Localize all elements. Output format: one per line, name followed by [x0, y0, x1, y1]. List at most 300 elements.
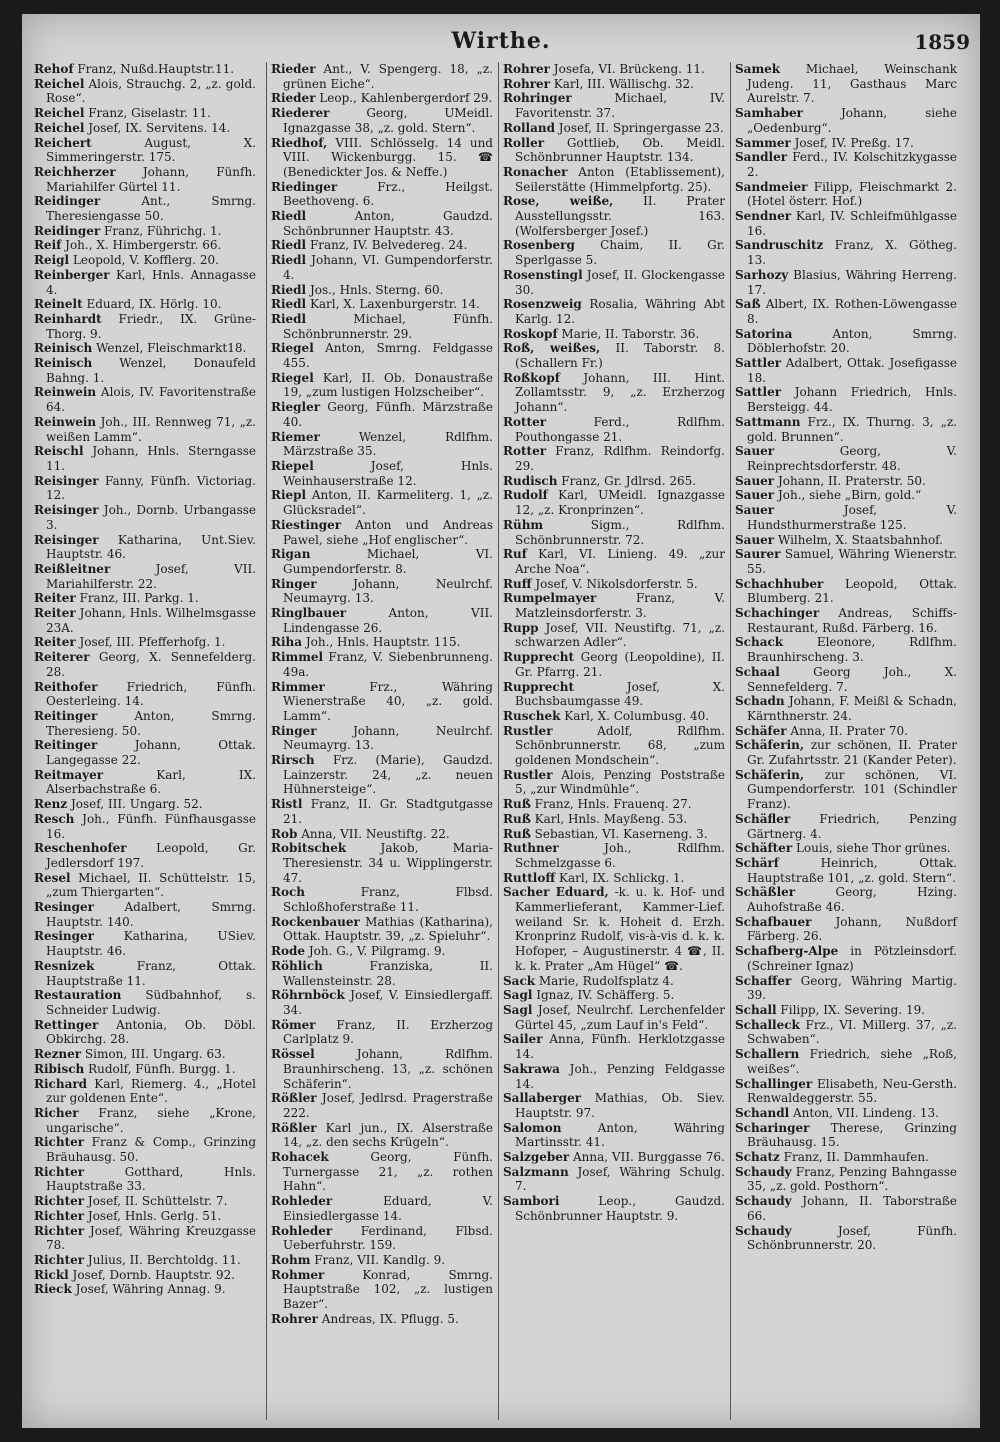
directory-entry — [503, 812, 725, 827]
directory-entry — [34, 503, 256, 532]
entry-name: Rößler — [271, 1120, 317, 1135]
directory-entry — [271, 1091, 493, 1120]
entry-details: Filipp, Fleischmarkt 2. (Hotel österr. Hof.) — [747, 179, 957, 209]
entry-name: Rohleder — [271, 1223, 333, 1238]
entry-details: Karl, Riemerg. 4., „Hotel zur goldenen Ente“. — [46, 1076, 256, 1106]
entry-name: Roller — [503, 135, 545, 150]
entry-details: Frz., VI. Millerg. 37, „z. Schwaben“. — [747, 1017, 957, 1047]
entry-name: Rehof — [34, 62, 74, 76]
directory-entry — [34, 1018, 256, 1047]
directory-page — [22, 14, 980, 1428]
entry-name: Reichel — [34, 106, 85, 121]
entry-details: II. Prater Ausstellungsstr. 163. (Wolfersberger Josef.) — [515, 194, 725, 238]
entry-details: Johann, II. Praterstr. 50. — [774, 473, 926, 488]
directory-entry — [735, 385, 957, 414]
entry-name: Schandl — [735, 1105, 790, 1120]
directory-entry — [271, 680, 493, 724]
entry-name: Röhlich — [271, 958, 323, 973]
entry-name: Riedinger — [271, 179, 338, 194]
entry-details: Eduard, IX. Hörlg. 10. — [82, 297, 222, 312]
entry-details: Antonia, Ob. Döbl. Obkirchg. 28. — [46, 1017, 256, 1047]
entry-name: Reichert — [34, 135, 92, 150]
directory-entry — [271, 312, 493, 341]
entry-details: Ferdinand, Flbsd. Ueberfuhrstr. 159. — [283, 1223, 493, 1253]
directory-entry — [503, 327, 725, 342]
entry-details: Johann, siehe „Oedenburg“. — [747, 106, 957, 135]
entry-name: Ruschek — [503, 708, 561, 723]
directory-entry — [271, 827, 493, 842]
entry-details: Karl, IV. Schleifmühlgasse 16. — [747, 209, 957, 238]
entry-details: Joh. G., V. Pilgramg. 9. — [305, 944, 446, 959]
entry-name: Reisinger — [34, 473, 99, 488]
entry-name: Rose, weiße, — [503, 194, 614, 209]
directory-entry — [503, 591, 725, 620]
directory-entry — [34, 1268, 256, 1283]
directory-entry — [34, 415, 256, 444]
entry-name: Rigan — [271, 547, 311, 562]
directory-entry — [271, 371, 493, 400]
entry-name: Resel — [34, 870, 71, 885]
entry-details: VIII. Schlösselg. 14 und VIII. Wickenburgg. 15. ☎ (Benedickter Jos. & Neffe.) — [283, 135, 493, 179]
entry-details: Ignaz, IV. Schäfferg. 5. — [532, 988, 675, 1003]
entry-details: Franz, Giselastr. 11. — [84, 106, 211, 121]
entry-details: Karl, IX. Alserbachstraße 6. — [46, 767, 256, 797]
entry-details: Michael, IV. Favoritenstr. 37. — [515, 91, 725, 121]
entry-name: Schack — [735, 635, 784, 650]
directory-entry — [271, 136, 493, 180]
page-header — [22, 14, 980, 60]
entry-name: Roskopf — [503, 326, 558, 341]
directory-entry — [503, 988, 725, 1003]
entry-name: Ruß — [503, 811, 531, 826]
entry-name: Rotter — [503, 444, 547, 459]
entry-details: Friedrich, Penzing Gärtnerg. 4. — [747, 811, 957, 841]
entry-details: Adalbert, Smrng. Hauptstr. 140. — [46, 900, 256, 929]
directory-entry — [271, 238, 493, 253]
entry-name: Sauer — [735, 488, 775, 503]
entry-name: Schalleck — [735, 1017, 800, 1032]
directory-entry — [271, 518, 493, 547]
entry-name: Sandruschitz — [735, 238, 824, 253]
entry-details: Michael, II. Schüttelstr. 15, „zum Thiergarten“. — [46, 870, 256, 900]
directory-entry — [34, 900, 256, 929]
directory-entry — [34, 297, 256, 312]
entry-name: Riederer — [271, 106, 330, 121]
entry-details: Sebastian, VI. Kaserneng. 3. — [530, 826, 708, 841]
directory-entry — [735, 577, 957, 606]
directory-entry — [271, 459, 493, 488]
entry-name: Riedl — [271, 311, 307, 326]
directory-entry — [271, 547, 493, 576]
entry-details: Katharina, Unt.Siev. Hauptstr. 46. — [46, 532, 256, 562]
entry-details: Ferd., Rdlfhm. Pouthongasse 21. — [515, 414, 725, 444]
entry-details: Michael, Weinschank Judeng. 11, Gasthaus Marc Aurelstr. 7. — [747, 62, 957, 106]
entry-name: Resnizek — [34, 958, 95, 973]
directory-entry — [503, 121, 725, 136]
entry-details: Georg, Währing Martig. 39. — [747, 973, 957, 1003]
directory-entry — [735, 488, 957, 503]
entry-name: Sakrawa — [503, 1061, 560, 1076]
directory-entry — [34, 165, 256, 194]
entry-details: Johann, Fünfh. Mariahilfer Gürtel 11. — [46, 164, 256, 194]
entry-name: Rieck — [34, 1282, 72, 1297]
entry-details: Karl, Hnls. Mayßeng. 53. — [530, 811, 688, 826]
entry-name: Rezner — [34, 1047, 82, 1062]
entry-details: Leop., Gaudzd. Schönbrunner Hauptstr. 9. — [515, 1194, 725, 1223]
entry-details: Josef, II. Springergasse 23. — [554, 120, 724, 135]
entry-details: Johann, Hnls. Wilhelmsgasse 23A. — [46, 606, 256, 635]
directory-entry — [271, 650, 493, 679]
entry-name: Scharinger — [735, 1120, 810, 1135]
directory-entry — [34, 841, 256, 870]
entry-details: Anton, VII. Lindeng. 13. — [789, 1105, 939, 1120]
directory-entry — [34, 62, 256, 77]
entry-name: Reitmayer — [34, 767, 104, 782]
entry-name: Reif — [34, 238, 62, 253]
entry-details: Jakob, Maria-Theresienstr. 34 u. Wipplingerstr. 47. — [283, 841, 493, 885]
entry-name: Rupprecht — [503, 650, 575, 665]
entry-details: II. Taborstr. 8. (Schallern Fr.) — [515, 341, 725, 371]
entry-details: Johann Friedrich, Hnls. Bersteigg. 44. — [747, 385, 957, 415]
entry-name: Ringlbauer — [271, 606, 347, 621]
entry-name: Rosenstingl — [503, 267, 583, 282]
entry-details: Wenzel, Donaufeld Bahng. 1. — [46, 356, 256, 385]
entry-name: Ringer — [271, 576, 317, 591]
directory-entry — [735, 1003, 957, 1018]
directory-entry — [735, 1224, 957, 1253]
entry-name: Schaal — [735, 664, 780, 679]
entry-name: Sammer — [735, 135, 791, 150]
entry-name: Rimmer — [271, 679, 325, 694]
directory-entry — [271, 283, 493, 298]
entry-details: Chaim, II. Gr. Sperlgasse 5. — [515, 238, 725, 268]
entry-name: Schatz — [735, 1150, 780, 1165]
directory-entry — [271, 1047, 493, 1091]
directory-entry — [735, 812, 957, 841]
directory-entry — [503, 885, 725, 973]
directory-entry — [735, 974, 957, 1003]
entry-details: zur schönen, VI. Gumpendorferstr. 101 (Schindler Franz). — [747, 767, 957, 812]
entry-details: Frz., IX. Thurng. 3, „z. gold. Brunnen“. — [747, 414, 957, 444]
entry-details: Frz. (Marie), Gaudzd. Lainzerstr. 24, „z. neuen Hühnersteige“. — [283, 753, 493, 797]
entry-details: Josef, V. Nikolsdorferstr. 5. — [531, 576, 698, 591]
entry-name: Sendner — [735, 209, 792, 224]
directory-entry — [271, 635, 493, 650]
entry-details: Johann, Neulrchf. Neumayrg. 13. — [283, 723, 493, 753]
directory-entry — [271, 400, 493, 429]
entry-details: Franz, Nußd.Hauptstr.11. — [73, 62, 235, 76]
entry-name: Richer — [34, 1105, 79, 1120]
entry-name: Rotter — [503, 414, 547, 429]
entry-details: Franz, Hnls. Frauenq. 27. — [530, 797, 692, 812]
entry-name: Rohrer — [271, 1311, 318, 1326]
entry-name: Riepl — [271, 488, 307, 503]
entry-name: Rössel — [271, 1047, 315, 1062]
entry-details: Andreas, IX. Pflugg. 5. — [317, 1311, 459, 1326]
entry-details: Josef, Jedlrsd. Pragerstraße 222. — [283, 1091, 493, 1120]
entry-details: Katharina, USiev. Hauptstr. 46. — [46, 929, 256, 959]
entry-name: Schachhuber — [735, 576, 824, 591]
directory-entry — [271, 1253, 493, 1268]
entry-details: Marie, Rudolfsplatz 4. — [535, 973, 674, 988]
entry-name: Reinwein — [34, 414, 97, 429]
directory-entry — [34, 341, 256, 356]
entry-name: Reisinger — [34, 532, 99, 547]
entry-name: Riedl — [271, 209, 307, 224]
entry-name: Rupprecht — [503, 679, 575, 694]
directory-entry — [735, 356, 957, 385]
entry-name: Riegler — [271, 400, 321, 415]
directory-entry — [34, 562, 256, 591]
entry-details: Josef, II. Glockengasse 30. — [515, 267, 725, 297]
entry-name: Richter — [34, 1194, 85, 1209]
entry-name: Rosenzweig — [503, 297, 582, 312]
entry-name: Ruthner — [503, 841, 559, 856]
entry-name: Schaudy — [735, 1194, 792, 1209]
directory-entry — [271, 1150, 493, 1194]
directory-entry — [735, 547, 957, 576]
entry-name: Schaudy — [735, 1223, 792, 1238]
entry-details: Franz, Flbsd. Schloßhoferstraße 11. — [283, 885, 493, 915]
entry-name: Schärf — [735, 855, 779, 870]
directory-entry — [271, 253, 493, 282]
directory-entry — [34, 1106, 256, 1135]
entry-details: Anton, II. Karmeliterg. 1, „z. Glücksradel“. — [283, 488, 493, 518]
entry-details: August, X. Simmeringerstr. 175. — [46, 135, 256, 165]
directory-entry — [503, 841, 725, 870]
entry-name: Salzmann — [503, 1164, 569, 1179]
entry-name: Renz — [34, 797, 68, 812]
entry-details: Karl, X. Laxenburgerstr. 14. — [306, 297, 480, 312]
entry-details: Alois, Strauchg. 2, „z. gold. Rose“. — [46, 76, 256, 106]
directory-entry — [735, 444, 957, 473]
entry-name: Restauration — [34, 988, 122, 1003]
directory-entry — [735, 768, 957, 812]
entry-name: Resinger — [34, 900, 94, 915]
entry-details: Gottlieb, Ob. Meidl. Schönbrunner Hauptstr. 134. — [515, 135, 725, 165]
directory-entry — [503, 650, 725, 679]
directory-entry — [34, 1062, 256, 1077]
directory-entry — [735, 841, 957, 856]
column-4 — [730, 62, 957, 1420]
directory-entry — [735, 297, 957, 326]
entry-name: Ruttloff — [503, 870, 556, 885]
directory-entry — [34, 253, 256, 268]
directory-entry — [735, 1106, 957, 1121]
entry-details: Franz, V. Matzleinsdorferstr. 3. — [515, 591, 725, 621]
directory-entry — [503, 518, 725, 547]
entry-details: Joh., Penzing Feldgasse 14. — [515, 1061, 725, 1091]
entry-name: Reinhardt — [34, 311, 102, 326]
entry-details: Wenzel, Fleischmarkt18. — [92, 341, 247, 356]
directory-entry — [735, 150, 957, 179]
directory-entry — [34, 224, 256, 239]
directory-entry — [735, 474, 957, 489]
directory-entry — [735, 635, 957, 664]
entry-details: Anton, Smrng. Feldgasse 455. — [283, 341, 493, 371]
entry-details: Joh., Dornb. Urbangasse 3. — [46, 503, 256, 532]
entry-name: Rupp — [503, 620, 539, 635]
entry-name: Schäfer — [735, 723, 787, 738]
directory-entry — [503, 136, 725, 165]
entry-name: Rudisch — [503, 473, 558, 488]
entry-details: Eleonore, Rdlfhm. Braunhirscheng. 3. — [747, 635, 957, 665]
entry-name: Römer — [271, 1017, 316, 1032]
entry-name: Sauer — [735, 532, 775, 547]
entry-name: Ronacher — [503, 164, 568, 179]
entry-details: Josef, V. Hundsthurmerstraße 125. — [747, 503, 957, 532]
entry-details: Johann, Hnls. Sterngasse 11. — [46, 444, 256, 473]
entry-details: Franz, II. Gr. Stadtgutgasse 21. — [283, 797, 493, 826]
entry-name: Rohm — [271, 1252, 311, 1267]
column-3 — [498, 62, 725, 1420]
directory-entry — [271, 209, 493, 238]
entry-details: Georg (Leopoldine), II. Gr. Pfarrg. 21. — [515, 650, 725, 679]
directory-entry — [503, 680, 725, 709]
entry-name: Reischl — [34, 444, 84, 459]
entry-details: Anna, II. Prater 70. — [786, 723, 908, 738]
directory-entry — [271, 106, 493, 135]
entry-name: Schäfler — [735, 811, 791, 826]
entry-name: Schäferin, — [735, 767, 805, 782]
directory-entry — [503, 297, 725, 326]
entry-details: Karl jun., IX. Alserstraße 14, „z. den sechs Krügeln“. — [283, 1120, 493, 1150]
directory-entry — [34, 106, 256, 121]
directory-entry — [503, 341, 725, 370]
entry-details: Joh., III. Rennweg 71, „z. weißen Lamm“. — [46, 414, 256, 444]
entry-details: Johann, Ottak. Langegasse 22. — [46, 738, 256, 768]
directory-entry — [34, 356, 256, 385]
entry-details: Filipp, IX. Severing. 19. — [776, 1003, 926, 1017]
directory-entry — [735, 1150, 957, 1165]
entry-name: Reiter — [34, 606, 76, 621]
entry-details: Sigm., Rdlfhm. Schönbrunnerstr. 72. — [515, 517, 725, 547]
entry-details: Anton, Smrng. Theresieng. 50. — [46, 708, 256, 738]
entry-details: Ant., V. Spengerg. 18, „z. grünen Eiche“. — [283, 62, 493, 91]
entry-name: Reißleitner — [34, 561, 111, 576]
entry-name: Rustler — [503, 723, 553, 738]
entry-details: Franz, X. Götheg. 13. — [747, 238, 957, 268]
directory-entry — [34, 591, 256, 606]
entry-name: Riedl — [271, 282, 307, 297]
directory-entry — [503, 62, 725, 77]
entry-name: Riedl — [271, 238, 307, 253]
entry-details: Simon, III. Ungarg. 63. — [81, 1047, 226, 1062]
entry-details: Frz., Heilgst. Beethoveng. 6. — [283, 179, 493, 209]
directory-entry — [34, 268, 256, 297]
entry-name: Rickl — [34, 1267, 69, 1282]
entry-details: Karl, Hnls. Annagasse 4. — [46, 267, 256, 297]
entry-details: Joh., X. Himbergerstr. 66. — [61, 238, 222, 253]
entry-name: Schafberg-Alpe — [735, 944, 839, 959]
entry-name: Riedl — [271, 297, 307, 312]
entry-name: Salzgeber — [503, 1150, 570, 1165]
entry-name: Reinberger — [34, 267, 110, 282]
directory-entry — [271, 297, 493, 312]
entry-details: Josef, Hnls. Gerlg. 51. — [84, 1208, 222, 1223]
entry-details: Anna, Fünfh. Herklotzgasse 14. — [515, 1032, 725, 1062]
entry-details: Friedrich, Fünfh. Oesterleing. 14. — [46, 679, 256, 709]
directory-entry — [34, 1135, 256, 1164]
directory-entry — [271, 1312, 493, 1327]
entry-details: Wilhelm, X. Staatsbahnhof. — [774, 532, 943, 547]
entry-name: Reisinger — [34, 503, 99, 518]
entry-details: Josef, Dornb. Hauptstr. 92. — [68, 1267, 236, 1282]
entry-name: Samek — [735, 62, 781, 76]
directory-entry — [34, 385, 256, 414]
entry-name: Sauer — [735, 473, 775, 488]
entry-details: Franz, Ottak. Hauptstraße 11. — [46, 958, 256, 988]
entry-details: Louis, siehe Thor grünes. — [792, 841, 951, 856]
directory-entry — [34, 680, 256, 709]
entry-details: Josef, Neulrchf. Lerchenfelder Gürtel 45, „zum Lauf in's Feld“. — [515, 1003, 725, 1032]
directory-entry — [735, 606, 957, 635]
entry-details: Jos., Hnls. Sterng. 60. — [306, 282, 444, 297]
entry-name: Rohringer — [503, 91, 572, 106]
directory-entry — [503, 1150, 725, 1165]
entry-name: Riegel — [271, 370, 314, 385]
directory-entry — [735, 738, 957, 767]
directory-entry — [34, 635, 256, 650]
entry-details: Eduard, V. Einsiedlergasse 14. — [283, 1194, 493, 1223]
entry-details: Andreas, Schiffs-Restaurant, Rußd. Färberg. 16. — [747, 606, 957, 635]
directory-entry — [735, 106, 957, 135]
directory-entry — [503, 488, 725, 517]
entry-details: Karl, VI. Linieng. 49. „zur Arche Noa“. — [515, 547, 725, 576]
entry-details: Adalbert, Ottak. Josefigasse 18. — [747, 356, 957, 385]
entry-name: Samhaber — [735, 106, 803, 121]
directory-entry — [503, 974, 725, 989]
directory-entry — [34, 1194, 256, 1209]
entry-details: Karl, II. Ob. Donaustraße 19, „zum lustigen Holzscheiber“. — [283, 370, 493, 400]
entry-name: Ruf — [503, 547, 527, 562]
entry-details: Friedr., IX. Grüne-Thorg. 9. — [46, 311, 256, 341]
entry-name: Resinger — [34, 929, 94, 944]
entry-name: Salomon — [503, 1120, 562, 1135]
directory-entry — [34, 474, 256, 503]
directory-entry — [735, 1077, 957, 1106]
column-2 — [266, 62, 493, 1420]
entry-name: Rohacek — [271, 1150, 329, 1165]
entry-name: Ringer — [271, 723, 317, 738]
entry-details: Johann, Nußdorf Färberg. 26. — [747, 914, 957, 944]
entry-details: Anton, VII. Lindengasse 26. — [283, 606, 493, 635]
entry-details: Johann, II. Taborstraße 66. — [747, 1194, 957, 1223]
directory-entry — [34, 77, 256, 106]
entry-name: Saurer — [735, 547, 781, 562]
entry-name: Schallinger — [735, 1076, 813, 1091]
entry-details: zur schönen, II. Prater Gr. Zufahrtsstr. 21 (Kander Peter). — [747, 738, 957, 768]
directory-entry — [34, 797, 256, 812]
entry-name: Richter — [34, 1135, 85, 1150]
directory-entry — [271, 1268, 493, 1312]
entry-name: Reitinger — [34, 738, 98, 753]
entry-name: Richard — [34, 1076, 88, 1091]
directory-entry — [503, 91, 725, 120]
entry-name: Schallern — [735, 1047, 800, 1062]
entry-name: Sattler — [735, 385, 782, 400]
directory-entry — [735, 1047, 957, 1076]
entry-details: Joh., Rdlfhm. Schmelzgasse 6. — [515, 841, 725, 870]
column-1 — [34, 62, 256, 1420]
entry-name: Riedl — [271, 253, 307, 268]
directory-entry — [271, 488, 493, 517]
entry-details: Johann, VI. Gumpendorferstr. 4. — [283, 253, 493, 282]
entry-name: Reichel — [34, 76, 85, 91]
entry-name: Schäfter — [735, 841, 793, 856]
directory-entry — [503, 371, 725, 415]
directory-entry — [735, 180, 957, 209]
